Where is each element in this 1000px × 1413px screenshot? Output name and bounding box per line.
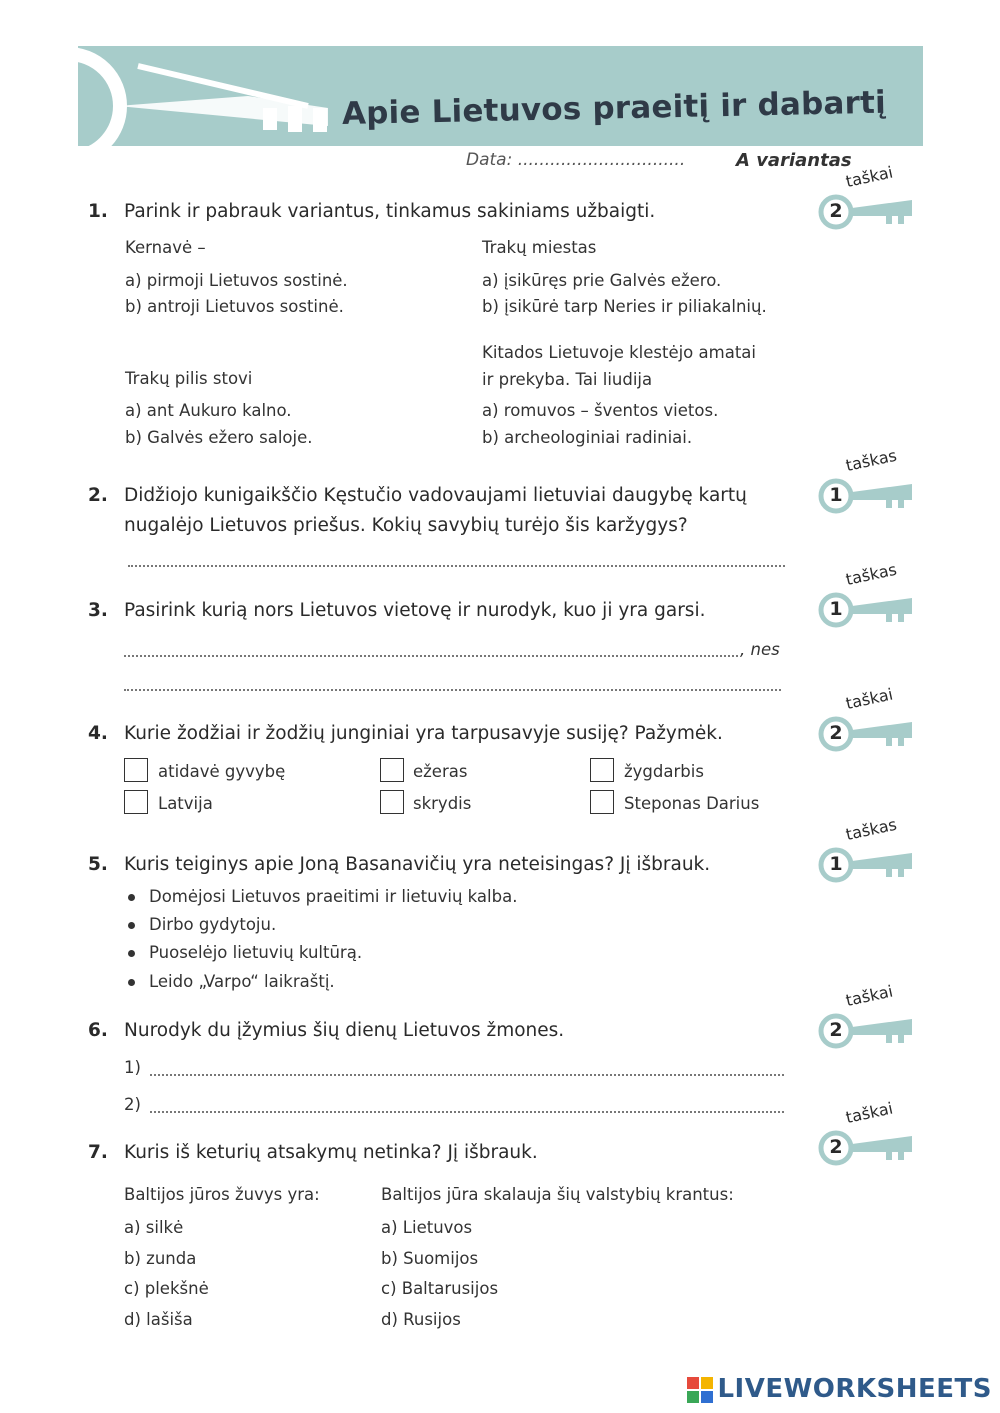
question-text: Parink ir pabrauk variantus, tinkamus sakiniams užbaigti. [124, 201, 656, 222]
brand-name: LIVEWORKSHEETS [717, 1374, 992, 1404]
checkbox-label: ežeras [413, 762, 468, 781]
points-word: taškas [844, 445, 899, 475]
points-word: taškai [844, 684, 895, 713]
points-word: taškai [844, 981, 895, 1010]
q7-col2-title: Baltijos jūra skalauja šių valstybių krantus: [381, 1185, 734, 1204]
statement[interactable]: Leido „Varpo“ laikraštį. [149, 972, 335, 991]
question-1 [88, 198, 655, 226]
checkbox[interactable] [124, 790, 148, 814]
checkbox[interactable] [590, 790, 614, 814]
points-badge-6 [812, 981, 922, 1051]
q1-option[interactable]: b) antroji Lietuvos sostinė. [125, 297, 344, 316]
question-2-line-2: nugalėjo Lietuvos priešus. Kokių savybių turėjo šis karžygys? [124, 515, 688, 536]
question-number: 3. [88, 600, 108, 621]
q1-option[interactable]: a) įsikūręs prie Galvės ežero. [482, 271, 722, 290]
statement[interactable]: Dirbo gydytoju. [149, 915, 277, 934]
page-title: Apie Lietuvos praeitį ir dabartį [341, 84, 887, 132]
bullet [128, 894, 135, 901]
q1-stem-4: Kitados Lietuvoje klestėjo amatai [482, 343, 756, 362]
points-badge-1 [812, 162, 922, 232]
date-field[interactable]: Data: ............................... [466, 150, 686, 170]
question-6 [88, 1017, 564, 1045]
question-2 [88, 482, 747, 510]
points-word: taškas [844, 559, 899, 589]
q7-option[interactable]: b) Suomijos [381, 1249, 479, 1268]
q1-option[interactable]: a) ant Aukuro kalno. [125, 401, 292, 420]
q7-option[interactable]: c) Baltarusijos [381, 1279, 499, 1298]
q7-option[interactable]: d) Rusijos [381, 1310, 461, 1329]
question-number: 1. [88, 201, 108, 222]
question-text: Kurie žodžiai ir žodžių junginiai yra tarpusavyje susiję? Pažymėk. [124, 723, 723, 744]
question-number: 6. [88, 1020, 108, 1041]
q1-option[interactable]: a) pirmoji Lietuvos sostinė. [125, 271, 348, 290]
checkbox-label: atidavė gyvybę [158, 762, 286, 781]
question-3 [88, 597, 705, 625]
question-text: Pasirink kurią nors Lietuvos vietovę ir nurodyk, kuo ji yra garsi. [124, 600, 706, 621]
points-badge-4 [812, 684, 922, 754]
answer-line[interactable] [128, 565, 785, 567]
question-number: 5. [88, 854, 108, 875]
points-word: taškai [844, 1098, 895, 1127]
question-text: Kuris iš keturių atsakymų netinka? Jį išbrauk. [124, 1142, 538, 1163]
points-badge-3 [812, 559, 922, 630]
checkbox-label: žygdarbis [624, 762, 704, 781]
question-7 [88, 1139, 538, 1167]
q7-option[interactable]: d) lašiša [124, 1310, 193, 1329]
points-badge-7 [812, 1098, 922, 1168]
points-value: 2 [829, 1019, 843, 1041]
points-value: 1 [829, 598, 843, 620]
q7-option[interactable]: c) plekšnė [124, 1279, 209, 1298]
question-number: 7. [88, 1142, 108, 1163]
points-word: taškai [844, 162, 895, 191]
points-badge-5 [812, 814, 922, 885]
points-value: 1 [829, 853, 843, 875]
statement[interactable]: Puoselėjo lietuvių kultūrą. [149, 943, 363, 962]
points-word: taškas [844, 814, 899, 844]
q1-option[interactable]: b) Galvės ežero saloje. [125, 428, 313, 447]
q1-stem-3: Trakų pilis stovi [125, 369, 253, 388]
question-5 [88, 851, 710, 879]
q1-option[interactable]: b) archeologiniai radiniai. [482, 428, 693, 447]
question-number: 2. [88, 485, 108, 506]
answer-number: 1) [124, 1058, 141, 1077]
nes-label: , nes [740, 640, 780, 659]
points-value: 2 [829, 722, 843, 744]
question-text: Didžiojo kunigaikščio Kęstučio vadovaujami lietuviai daugybę kartų [124, 485, 747, 506]
q1-stem-1: Kernavė – [125, 238, 206, 257]
answer-line[interactable] [124, 689, 781, 691]
checkbox-label: skrydis [413, 794, 472, 813]
answer-number: 2) [124, 1095, 141, 1114]
points-badge-2 [812, 445, 922, 516]
checkbox[interactable] [124, 758, 148, 782]
points-value: 2 [829, 1136, 843, 1158]
bullet [128, 950, 135, 957]
bullet [128, 979, 135, 986]
question-text: Nurodyk du įžymius šių dienų Lietuvos žmones. [124, 1020, 565, 1041]
q1-stem-2: Trakų miestas [482, 238, 597, 257]
q1-stem-4b: ir prekyba. Tai liudija [482, 370, 653, 389]
answer-line[interactable] [150, 1074, 784, 1076]
brand-icon [687, 1377, 713, 1403]
q1-option[interactable]: b) įsikūrė tarp Neries ir piliakalnių. [482, 297, 767, 316]
checkbox-label: Latvija [158, 794, 213, 813]
liveworksheets-logo [687, 1374, 992, 1404]
checkbox[interactable] [380, 758, 404, 782]
q7-option[interactable]: a) silkė [124, 1218, 184, 1237]
checkbox[interactable] [380, 790, 404, 814]
variant-label: A variantas [736, 150, 852, 171]
bullet [128, 922, 135, 929]
question-4 [88, 720, 723, 748]
answer-line[interactable] [124, 655, 738, 657]
question-number: 4. [88, 723, 108, 744]
checkbox-label: Steponas Darius [624, 794, 760, 813]
points-value: 2 [829, 200, 843, 222]
q7-col1-title: Baltijos jūros žuvys yra: [124, 1185, 320, 1204]
answer-line[interactable] [150, 1111, 784, 1113]
q7-option[interactable]: b) zunda [124, 1249, 197, 1268]
statement[interactable]: Domėjosi Lietuvos praeitimi ir lietuvių kalba. [149, 887, 518, 906]
checkbox[interactable] [590, 758, 614, 782]
points-value: 1 [829, 484, 843, 506]
question-text: Kuris teiginys apie Joną Basanavičių yra neteisingas? Jį išbrauk. [124, 854, 711, 875]
q7-option[interactable]: a) Lietuvos [381, 1218, 473, 1237]
q1-option[interactable]: a) romuvos – šventos vietos. [482, 401, 719, 420]
